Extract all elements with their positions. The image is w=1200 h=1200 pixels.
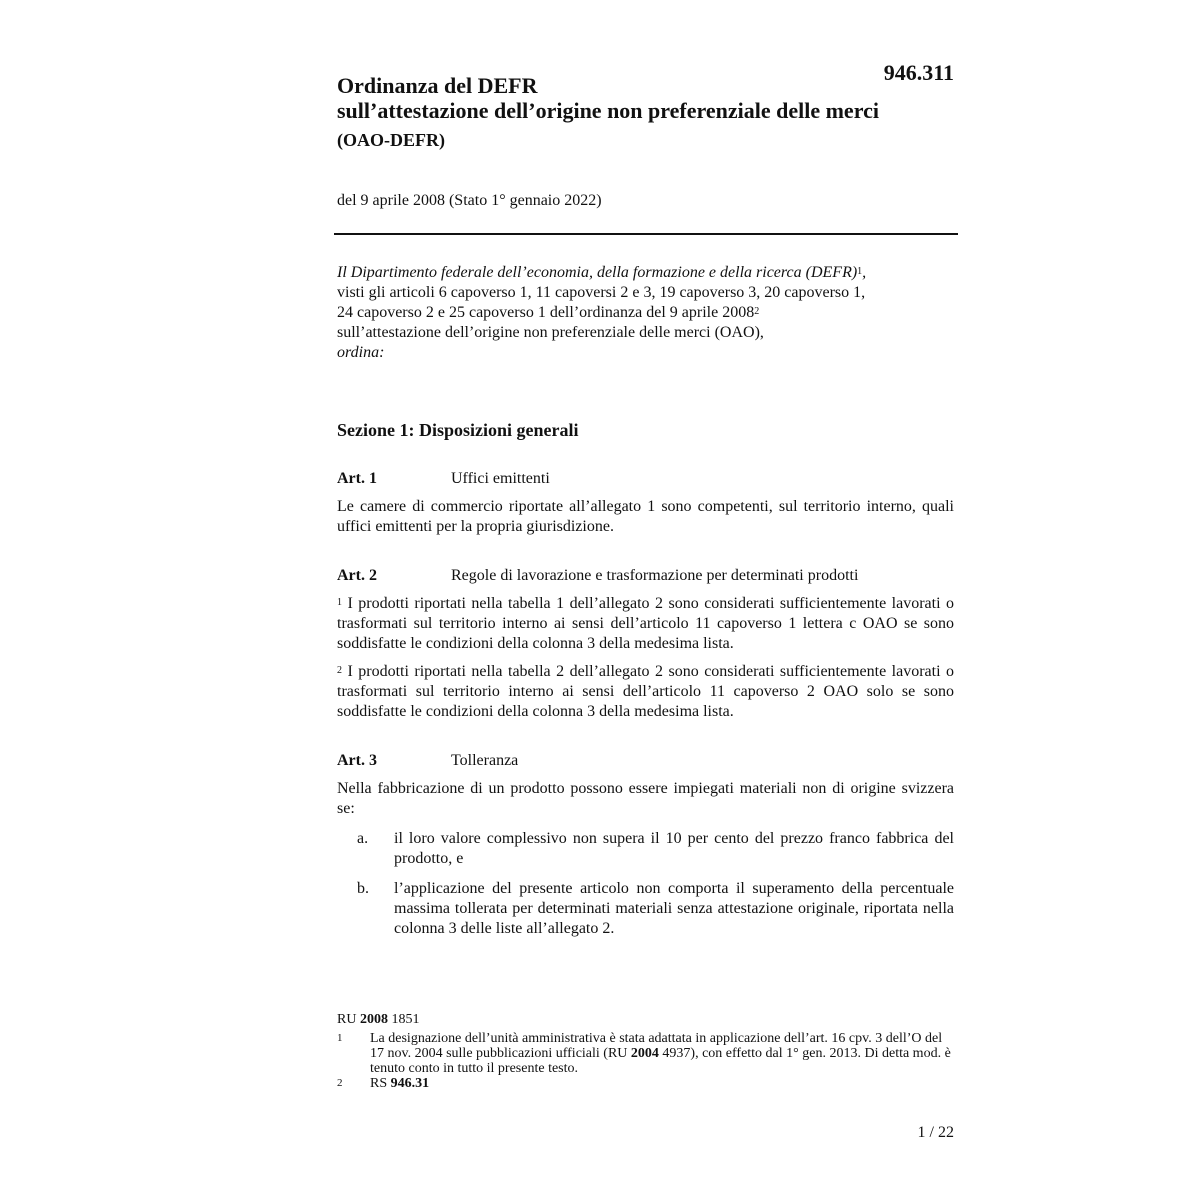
date-line: del 9 aprile 2008 (Stato 1° gennaio 2022) [337, 192, 602, 209]
article-paragraph: Nella fabbricazione di un prodotto possono essere impiegati materiali non di origine svizzera se: [337, 780, 954, 817]
footnotes [337, 1012, 957, 1091]
preamble-authority: Il Dipartimento federale dell’economia, della formazione e della ricerca (DEFR)$^1$, [337, 264, 867, 281]
footnote-1 [337, 1031, 957, 1076]
article-heading [337, 566, 954, 586]
article-paragraph: Le camere di commercio riportate all’allegato 1 sono competenti, sul territorio interno, quali uffici emittenti per la propria giurisdizione. [337, 498, 954, 535]
title-line-2: sull’attestazione dell’origine non preferenziale delle merci [337, 98, 879, 123]
preamble-ordina: ordina: [337, 344, 385, 361]
title-line-1: Ordinanza del DEFR [337, 73, 538, 98]
list-text: il loro valore complessivo non supera il 10 per cento del prezzo franco fabbrica del prodotto, e [394, 830, 954, 867]
official-collection-ref: RU 2008 1851 [337, 1012, 420, 1027]
article-number: Art. 1 [337, 470, 377, 487]
article-heading [337, 469, 954, 489]
preamble-basis-2: 24 capoverso 2 e 25 capoverso 1 dell’ordinanza del 9 aprile 2008$^2$ [337, 304, 760, 321]
header-rule [334, 233, 958, 235]
list-letter: a. [357, 830, 369, 847]
footnote-text: La designazione dell’unità amministrativa è stata adattata in applicazione dell’art. 16 cpv. 3 dell’O del 17 nov. 2004 sulle pubblicazioni ufficiali (RU 2004 4937), con effetto dal 1° gen. 2013. Di detta mod. è tenuto conto in tutto il presente testo. [370, 1031, 951, 1076]
document-title [337, 73, 957, 157]
article-number: Art. 3 [337, 752, 377, 769]
paragraph-number: 2 [337, 665, 342, 676]
article-paragraph: $^1$ I prodotti riportati nella tabella 1 dell’allegato 2 sono considerati sufficientemente lavorati o trasformati sul territorio interno ai sensi dell’articolo 11 capoverso 1 lettera c OAO se sono soddisfatte le condizioni della colonna 3 della medesima lista. [337, 595, 954, 652]
list-item [337, 879, 954, 939]
title-abbreviation: (OAO-DEFR) [337, 130, 445, 150]
footnote-2 [337, 1076, 957, 1091]
article-paragraph: $^2$ I prodotti riportati nella tabella 2 dell’allegato 2 sono considerati sufficientemente lavorati o trasformati sul territorio interno ai sensi dell’articolo 11 capoverso 2 OAO solo se sono soddisfatte le condizioni della colonna 3 della medesima lista. [337, 663, 954, 720]
footnote-number: 2 [337, 1077, 343, 1089]
article-3 [337, 751, 954, 949]
list-text: l’applicazione del presente articolo non comporta il superamento della percentuale massima tollerata per determinati materiali senza attestazione originale, riportata nella colonna 3 delle liste all’allegato 2. [394, 880, 954, 937]
list-letter: b. [357, 880, 369, 897]
list-item [337, 829, 954, 869]
article-title: Tolleranza [451, 752, 519, 769]
paragraph-number: 1 [337, 597, 342, 608]
article-1 [337, 469, 954, 545]
article-title: Regole di lavorazione e trasformazione per determinati prodotti [451, 567, 859, 584]
article-number: Art. 2 [337, 567, 377, 584]
article-heading [337, 751, 954, 771]
article-title: Uffici emittenti [451, 470, 550, 487]
article-2 [337, 566, 954, 730]
footnote-ref-1[interactable]: 1 [857, 266, 863, 277]
footnote-number: 1 [337, 1032, 343, 1044]
sr-number: 946.311 [883, 60, 954, 85]
preamble [337, 263, 957, 363]
preamble-basis-1: visti gli articoli 6 capoverso 1, 11 capoversi 2 e 3, 19 capoverso 3, 20 capoverso 1, [337, 284, 866, 301]
authority-text: Il Dipartimento federale dell’economia, della formazione e della ricerca (DEFR) [337, 264, 858, 281]
preamble-basis-3: sull’attestazione dell’origine non preferenziale delle merci (OAO), [337, 324, 764, 341]
page-number: 1 / 22 [917, 1124, 954, 1141]
footnote-text: RS 946.31 [370, 1076, 430, 1091]
footnote-ref-2[interactable]: 2 [754, 306, 760, 317]
section-heading: Sezione 1: Disposizioni generali [337, 420, 579, 440]
